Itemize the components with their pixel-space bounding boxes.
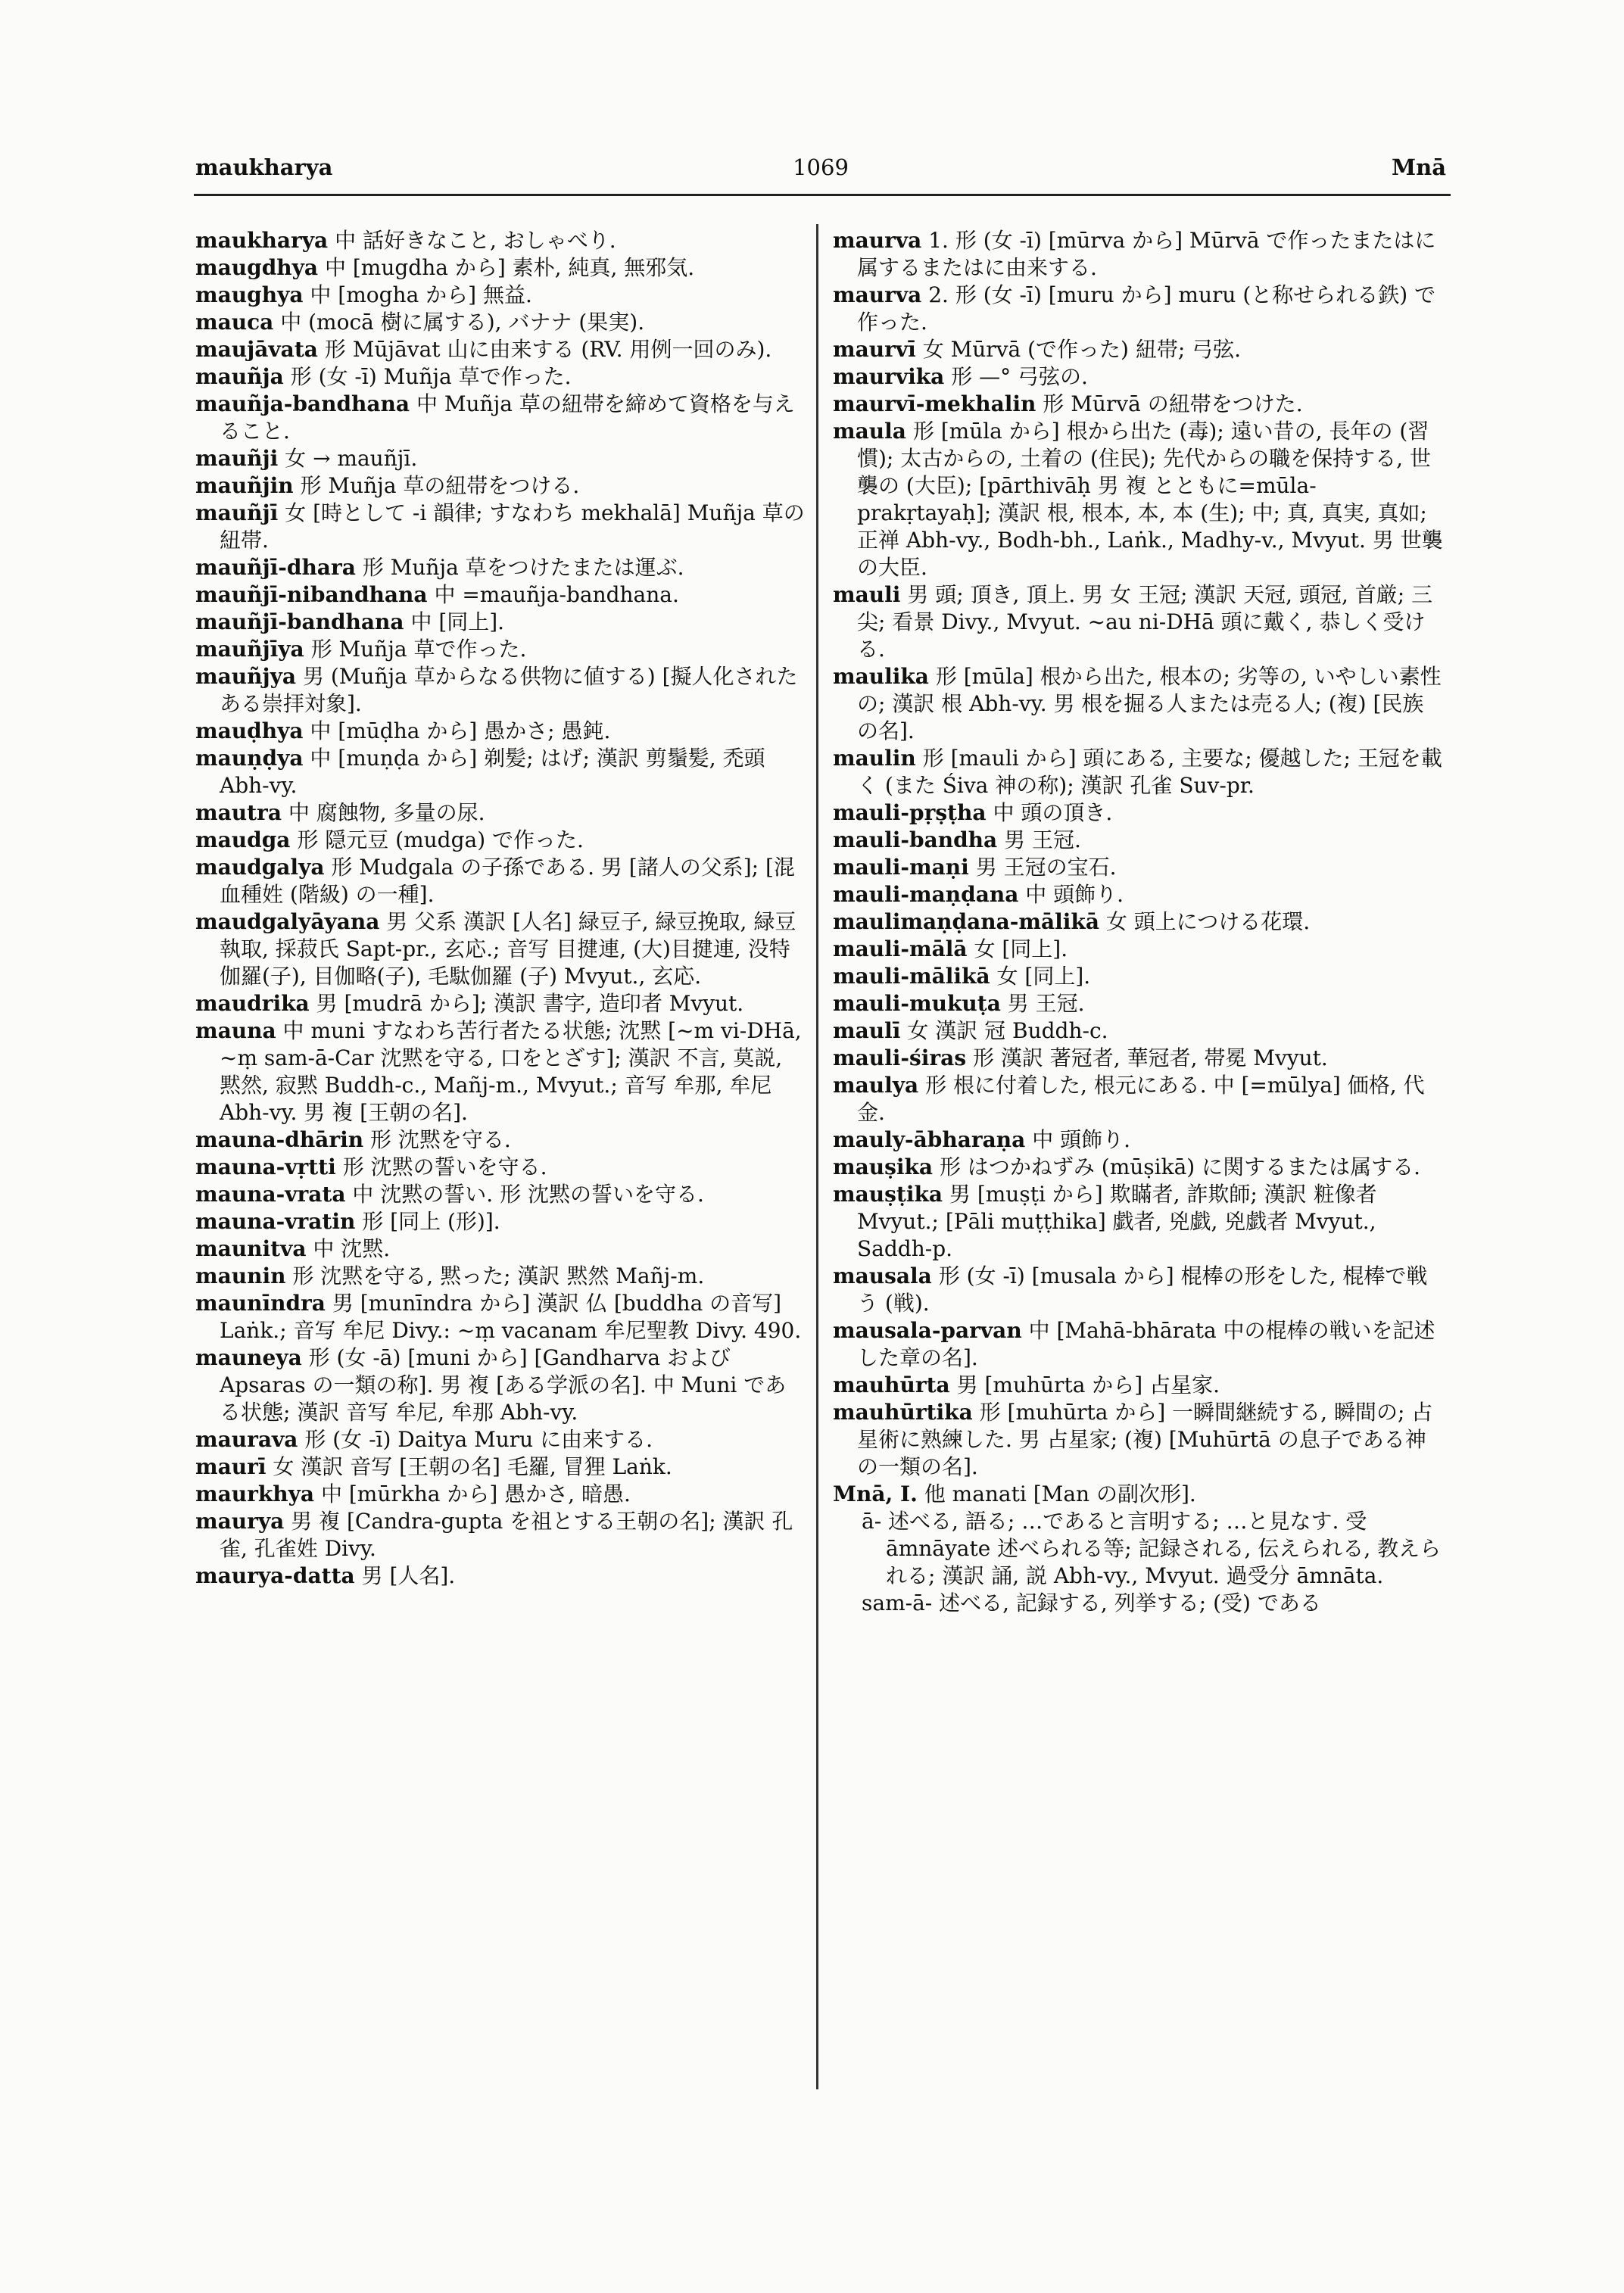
entry-definition: 中 沈黙の誓い. 形 沈黙の誓いを守る. [352,1182,704,1207]
entry-headword: mauly-ābharaṇa [833,1127,1026,1152]
entry-headword: maurva [833,282,922,307]
sub-entry: sam-ā- 述べる, 記録する, 列挙する; (受) である [862,1590,1321,1615]
entry-definition: 形 Mudgala の子孫である. 男 [諸人の父系]; [混血種姓 (階級) の一種]. [220,855,795,907]
dictionary-entry [833,1017,1445,1045]
entry-definition: 形 —° 弓弦の. [951,364,1088,389]
dictionary-entry [195,1290,807,1344]
entry-headword: mauli-maṇḍana [833,882,1019,907]
entry-headword: mauñjīya [195,637,304,662]
dictionary-entry [195,1481,807,1508]
entry-definition: 男 王冠の宝石. [975,855,1117,880]
entry-headword: mauhūrta [833,1372,950,1397]
dictionary-entry [195,336,807,363]
entry-headword: maulya [833,1073,919,1098]
dictionary-entry [195,363,807,391]
right-column [833,227,1445,1617]
entry-definition: 形 (女 -ī) Muñja 草で作った. [290,364,572,389]
dictionary-entry [195,1126,807,1154]
entry-definition: 形 Muñja 草をつけたまたは運ぶ. [362,555,684,580]
dictionary-entry [833,1481,1445,1508]
entry-headword: mauḍhya [195,718,304,743]
dictionary-entry [833,1072,1445,1126]
dictionary-entry [833,282,1445,336]
header-rule [194,194,1451,196]
left-column [195,227,807,1590]
entry-definition: 中 頭の頂き. [993,800,1113,825]
entry-headword: mauñji [195,446,279,471]
dictionary-entry [195,1453,807,1481]
entry-definition: 中 (mocā 樹に属する), バナナ (果実). [280,310,645,335]
dictionary-entry [195,1344,807,1426]
entry-headword: maudgalya [195,855,325,880]
entry-headword: maurvī-mekhalin [833,391,1036,416]
entry-definition: 形 沈黙を守る, 黙った; 漢訳 黙然 Mañj-m. [292,1263,705,1288]
entry-definition: 中 [mugdha から] 素朴, 純真, 無邪気. [324,255,695,280]
dictionary-entry [195,663,807,718]
entry-headword: maurvī [833,337,916,362]
dictionary-entry [833,1126,1445,1154]
entry-definition: 中 [mogha から] 無益. [310,282,532,307]
entry-definition: 形 根に付着した, 根元にある. 中 [=mūlya] 価格, 代金. [857,1073,1425,1125]
entry-headword: maurva [833,228,922,253]
entry-definition: 形 Mūrvā の紐帯をつけた. [1043,391,1303,416]
entry-definition: 中 腐蝕物, 多量の尿. [288,800,485,825]
entry-definition: 男 [mudrā から]; 漢訳 書字, 造印者 Mvyut. [316,991,744,1016]
entry-headword: mauṣika [833,1154,934,1179]
entry-definition: 形 Muñja 草の紐帯をつける. [300,473,580,498]
dictionary-entry [195,718,807,745]
dictionary-entry [833,418,1445,581]
dictionary-entry [195,908,807,990]
dictionary-entry [195,827,807,854]
dictionary-entry [833,391,1445,418]
entry-headword: maurava [195,1427,298,1452]
entry-headword: maurī [195,1454,267,1479]
dictionary-entry [833,1372,1445,1399]
entry-definition: 形 (女 -ā) [muni から] [Gandharva および Apsaras の一類の称]. 男 複 [ある学派の名]. 中 Muni である状態; 漢訳 音写 牟尼, 牟那 Abh-vy. [220,1345,787,1425]
entry-headword: mauneya [195,1345,302,1370]
entry-headword: maurya-datta [195,1563,355,1588]
entry-headword: maulimaṇḍana-mālikā [833,909,1099,934]
entry-headword: maunin [195,1263,286,1288]
dictionary-entry [195,636,807,663]
entry-headword: mauna [195,1018,276,1043]
entry-headword: mauli-śiras [833,1045,967,1070]
entry-definition: 中 沈黙. [313,1236,391,1261]
entry-definition: 中 話好きなこと, おしゃべり. [335,228,616,253]
entry-definition: 中 [mūrkha から] 愚かさ, 暗愚. [320,1481,631,1506]
header-left-guideword: maukharya [195,154,333,180]
entry-definition: 2. 形 (女 -ī) [muru から] muru (と称せられる鉄) で作った. [857,282,1436,335]
entry-definition: 形 [mauli から] 頭にある, 主要な; 優越した; 王冠を載く (また Śiva 神の称); 漢訳 孔雀 Suv-pr. [857,746,1442,798]
entry-definition: 形 隠元豆 (mudga) で作った. [297,827,584,852]
entry-definition: 形 はつかねずみ (mūṣikā) に関するまたは属する. [939,1154,1421,1179]
dictionary-entry [833,227,1445,282]
dictionary-entry [195,391,807,445]
entry-definition: 形 (女 -ī) [musala から] 棍棒の形をした, 棍棒で戦う (戦). [857,1263,1428,1316]
entry-headword: maunīndra [195,1291,326,1316]
entry-headword: maudgalyāyana [195,909,380,934]
dictionary-entry [833,990,1445,1017]
entry-definition: 女 → mauñjī. [285,446,418,471]
dictionary-entry [833,1045,1445,1072]
entry-headword: mauca [195,310,274,335]
dictionary-entry [833,1317,1445,1372]
dictionary-entry [195,554,807,581]
dictionary-entry [833,827,1445,854]
entry-definition: 男 複 [Candra-gupta を祖とする王朝の名]; 漢訳 孔雀, 孔雀姓 Divy. [220,1509,793,1561]
dictionary-entry [833,581,1445,663]
entry-headword: mauṇḍya [195,746,304,771]
entry-headword: mausala-parvan [833,1318,1022,1343]
dictionary-entry [833,1154,1445,1181]
entry-headword: maukharya [195,228,329,253]
entry-definition: 中 =mauñja-bandhana. [434,582,679,607]
entry-definition: 女 漢訳 冠 Buddh-c. [907,1018,1108,1043]
entry-definition: 男 (Muñja 草からなる供物に値する) [擬人化されたある崇拝対象]. [220,664,798,716]
sub-entry: ā- 述べる, 語る; …であると言明する; …と見なす. 受 āmnāyate 述べられる等; 記録される, 伝えられる, 教えられる; 漢訳 誦, 説 Abh-vy., Mvyut. 過受分 āmnāta. [862,1509,1442,1588]
entry-definition: 中 [muṇḍa から] 剃髪; はげ; 漢訳 剪鬚髪, 禿頭 Abh-vy. [220,746,765,798]
entry-headword: maunitva [195,1236,307,1261]
entry-headword: mausala [833,1263,932,1288]
dictionary-entry [195,445,807,472]
entry-definition: 男 父系 漢訳 [人名] 緑豆子, 緑豆挽取, 緑豆執取, 採菽氏 Sapt-pr., 玄応.; 音写 目揵連, (大)目揵連, 没特伽羅(子), 目伽略(子), 毛駄伽羅 (子) Mvyut., 玄応. [220,909,796,989]
entry-definition: 形 漢訳 著冠者, 華冠者, 帯冕 Mvyut. [973,1045,1328,1070]
entry-definition: 中 [同上]. [410,609,505,634]
entry-definition: 男 頭; 頂き, 頂上. 男 女 王冠; 漢訳 天冠, 頭冠, 首厳; 三尖; 看景 Divy., Mvyut. ~au ni-DHā 頭に戴く, 恭しく受ける. [857,582,1433,662]
dictionary-entry [833,663,1445,745]
dictionary-entry [833,908,1445,936]
entry-headword: mauñjī-nibandhana [195,582,428,607]
entry-definition: 形 [mūla から] 根から出た (毒); 遠い昔の, 長年の (習慣); 太古からの, 土着の (住民); 先代からの職を保持する, 世襲の (大臣); [pārthivāḥ 男 複 とともに=mūla-prakṛtayaḥ]; 漢訳 根, 根本, 本, 本 (生); 中; 真, 真実, 真如; 正禅 Abh-vy., Bodh-bh., Laṅk., Madhy-v., Mvyut. 男 世襲の大臣. [857,419,1443,580]
entry-definition: 形 [mūla] 根から出た, 根本の; 劣等の, いやしい素性の; 漢訳 根 Abh-vy. 男 根を掘る人または売る人; (複) [民族の名]. [857,664,1442,743]
entry-definition: 形 Mūjāvat 山に由来する (RV. 用例一回のみ). [324,337,772,362]
dictionary-entry [833,963,1445,990]
entry-headword: maurya [195,1509,285,1534]
entry-headword: mauñjya [195,664,297,689]
dictionary-entry [195,472,807,500]
entry-headword: mauñjī [195,500,279,525]
entry-headword: mauna-vratin [195,1209,356,1234]
entry-definition: 男 [人名]. [361,1563,456,1588]
header-right-guideword: Mnā [1392,154,1446,180]
entry-headword: maulika [833,664,929,689]
entry-definition: 男 王冠. [1007,991,1085,1016]
entry-headword: maurkhya [195,1481,315,1506]
dictionary-entry [195,254,807,282]
entry-headword: mauhūrtika [833,1400,973,1425]
entry-headword: mauñja-bandhana [195,391,410,416]
dictionary-entry [195,799,807,827]
entry-headword: mauli-maṇi [833,855,969,880]
dictionary-entry [195,581,807,609]
dictionary-entry [195,609,807,636]
entry-headword: mauñja [195,364,284,389]
entry-headword: mauna-vṛtti [195,1154,336,1179]
dictionary-entry [833,1263,1445,1317]
entry-headword: mauñjin [195,473,294,498]
dictionary-entry [195,227,807,254]
entry-definition: 他 manati [Man の副次形]. [924,1481,1196,1506]
entry-headword: maugdhya [195,255,319,280]
entry-headword: mauñjī-bandhana [195,609,404,634]
entry-definition: 女 [同上]. [996,964,1091,989]
dictionary-entry [195,1562,807,1590]
entry-definition: 形 沈黙を守る. [369,1127,511,1152]
entry-definition: 女 Mūrvā (で作った) 紐帯; 弓弦. [922,337,1242,362]
entry-headword: mauṣṭika [833,1182,943,1207]
entry-headword: mauna-dhārin [195,1127,364,1152]
entry-headword: mautra [195,800,282,825]
dictionary-entry [195,854,807,908]
entry-headword: maudrika [195,991,310,1016]
entry-definition: 形 [muhūrta から] 一瞬間継続する, 瞬間の; 占星術に熟練した. 男 占星家; (複) [Muhūrtā の息子である神の一類の名]. [857,1400,1433,1479]
entry-headword: mauna-vrata [195,1182,346,1207]
entry-headword: maudga [195,827,291,852]
dictionary-entry [195,1181,807,1208]
entry-headword: mauli-bandha [833,827,998,852]
entry-definition: 形 (女 -ī) Daitya Muru に由来する. [304,1427,653,1452]
entry-definition: 女 頭上につける花環. [1105,909,1311,934]
entry-headword: mauli-mukuṭa [833,991,1001,1016]
dictionary-entry [195,1208,807,1235]
entry-definition: 中 Muñja 草の紐帯を締めて資格を与えること. [220,391,795,444]
entry-definition: 女 [時として -i 韻律; すなわち mekhalā] Muñja 草の紐帯. [220,500,805,553]
page-header [195,154,1446,189]
entry-definition: 形 [同上 (形)]. [362,1209,500,1234]
dictionary-entry [833,336,1445,363]
dictionary-entry [833,799,1445,827]
entry-definition: 中 頭飾り. [1032,1127,1130,1152]
entry-definition: 中 頭飾り. [1025,882,1124,907]
entry-headword: maulī [833,1018,901,1043]
dictionary-entry [195,745,807,799]
entry-headword: mauli-mālikā [833,964,990,989]
dictionary-entry [195,1235,807,1263]
dictionary-entry [833,1399,1445,1481]
dictionary-entry [195,1154,807,1181]
dictionary-entry [195,1508,807,1562]
dictionary-entry [833,881,1445,908]
entry-headword: maula [833,419,906,444]
entry-headword: mauli [833,582,901,607]
entry-headword: maulin [833,746,916,771]
entry-definition: 男 王冠. [1004,827,1081,852]
dictionary-entry [833,363,1445,391]
dictionary-entry [833,1181,1445,1263]
entry-headword: Mnā, I. [833,1481,918,1506]
dictionary-entry [833,745,1445,799]
entry-definition: 男 [munīndra から] 漢訳 仏 [buddha の音写] Laṅk.; 音写 牟尼 Divy.: ~ṃ vacanam 牟尼聖教 Divy. 490. [220,1291,802,1343]
entry-definition: 男 [muṣṭi から] 欺瞞者, 詐欺師; 漢訳 粧像者 Mvyut.; [Pāli muṭṭhika] 戯者, 兇戯, 兇戯者 Mvyut., Saddh-p. [857,1182,1377,1261]
entry-definition: 男 [muhūrta から] 占星家. [956,1372,1220,1397]
dictionary-entry [195,282,807,309]
entry-headword: maurvika [833,364,945,389]
dictionary-entry [195,500,807,554]
column-divider [816,224,818,2089]
dictionary-entry [195,1263,807,1290]
entry-definition: 中 [mūḍha から] 愚かさ; 愚鈍. [310,718,611,743]
dictionary-entry [195,1426,807,1453]
entry-headword: mauli-mālā [833,936,968,961]
dictionary-entry [195,1017,807,1126]
dictionary-entry [833,936,1445,963]
entry-definition: 1. 形 (女 -ī) [mūrva から] Mūrvā で作ったまたはに属するまたはに由来する. [857,228,1436,280]
entry-headword: maujāvata [195,337,318,362]
entry-definition: 中 [Mahā-bhārata 中の棍棒の戦いを記述した章の名]. [857,1318,1435,1370]
dictionary-entry [195,309,807,336]
entry-definition: 中 muni すなわち苦行者たる状態; 沈黙 [~m vi-DHā, ~ṃ sam-ā-Car 沈黙を守る, 口をとざす]; 漢訳 不言, 莫説, 黙然, 寂黙 Buddh-c., Mañj-m., Mvyut.; 音写 牟那, 牟尼 Abh-vy. 男 複 [王朝の名]. [220,1018,802,1125]
entry-headword: maughya [195,282,304,307]
entry-definition: 形 沈黙の誓いを守る. [342,1154,547,1179]
entry-definition: 形 Muñja 草で作った. [310,637,527,662]
dictionary-entry [195,990,807,1017]
entry-definition: 女 [同上]. [974,936,1068,961]
entry-definition: 女 漢訳 音写 [王朝の名] 毛羅, 冒狸 Laṅk. [273,1454,672,1479]
dictionary-entry [833,854,1445,881]
page-number: 1069 [793,154,849,180]
entry-headword: mauli-pṛṣṭha [833,800,987,825]
entry-headword: mauñjī-dhara [195,555,356,580]
